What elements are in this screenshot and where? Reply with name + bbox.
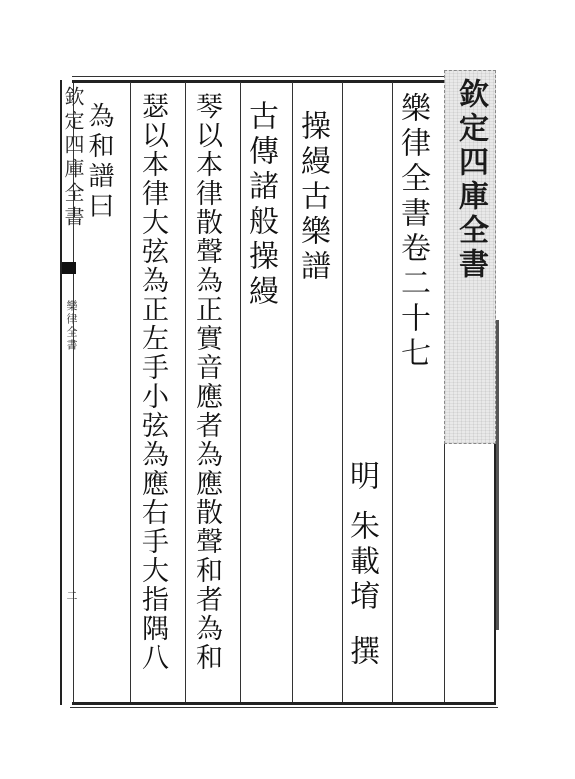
page-edge-mark: [496, 320, 499, 630]
gutter-title: 欽定四庫全書: [61, 86, 85, 230]
subheading: 古傳諸般操縵: [243, 100, 278, 310]
book-title: 樂律全書卷二十七: [395, 92, 430, 372]
gutter-book-name: 樂律全書: [65, 300, 78, 352]
header-stamp-title: 欽定四庫全書: [453, 78, 488, 282]
column-rule: [342, 82, 343, 702]
dynasty: 明: [344, 460, 379, 495]
author-name: 朱載堉: [344, 510, 379, 615]
body-line-3: 為和譜曰: [84, 102, 114, 222]
section-title: 操縵古樂譜: [295, 110, 330, 285]
column-rule: [185, 82, 186, 702]
author-role: 撰: [344, 635, 379, 670]
column-rule: [292, 82, 293, 702]
frame-bottom-rule: [70, 707, 498, 708]
body-line-1: 琴以本律散聲為正實音應者為應散聲和者為和: [191, 92, 222, 672]
column-rule: [130, 82, 131, 702]
column-rule: [240, 82, 241, 702]
column-rule: [392, 82, 393, 702]
gutter-page-number: 二: [65, 590, 78, 601]
body-line-2: 瑟以本律大弦為正左手小弦為應右手大指隅八: [137, 92, 168, 672]
